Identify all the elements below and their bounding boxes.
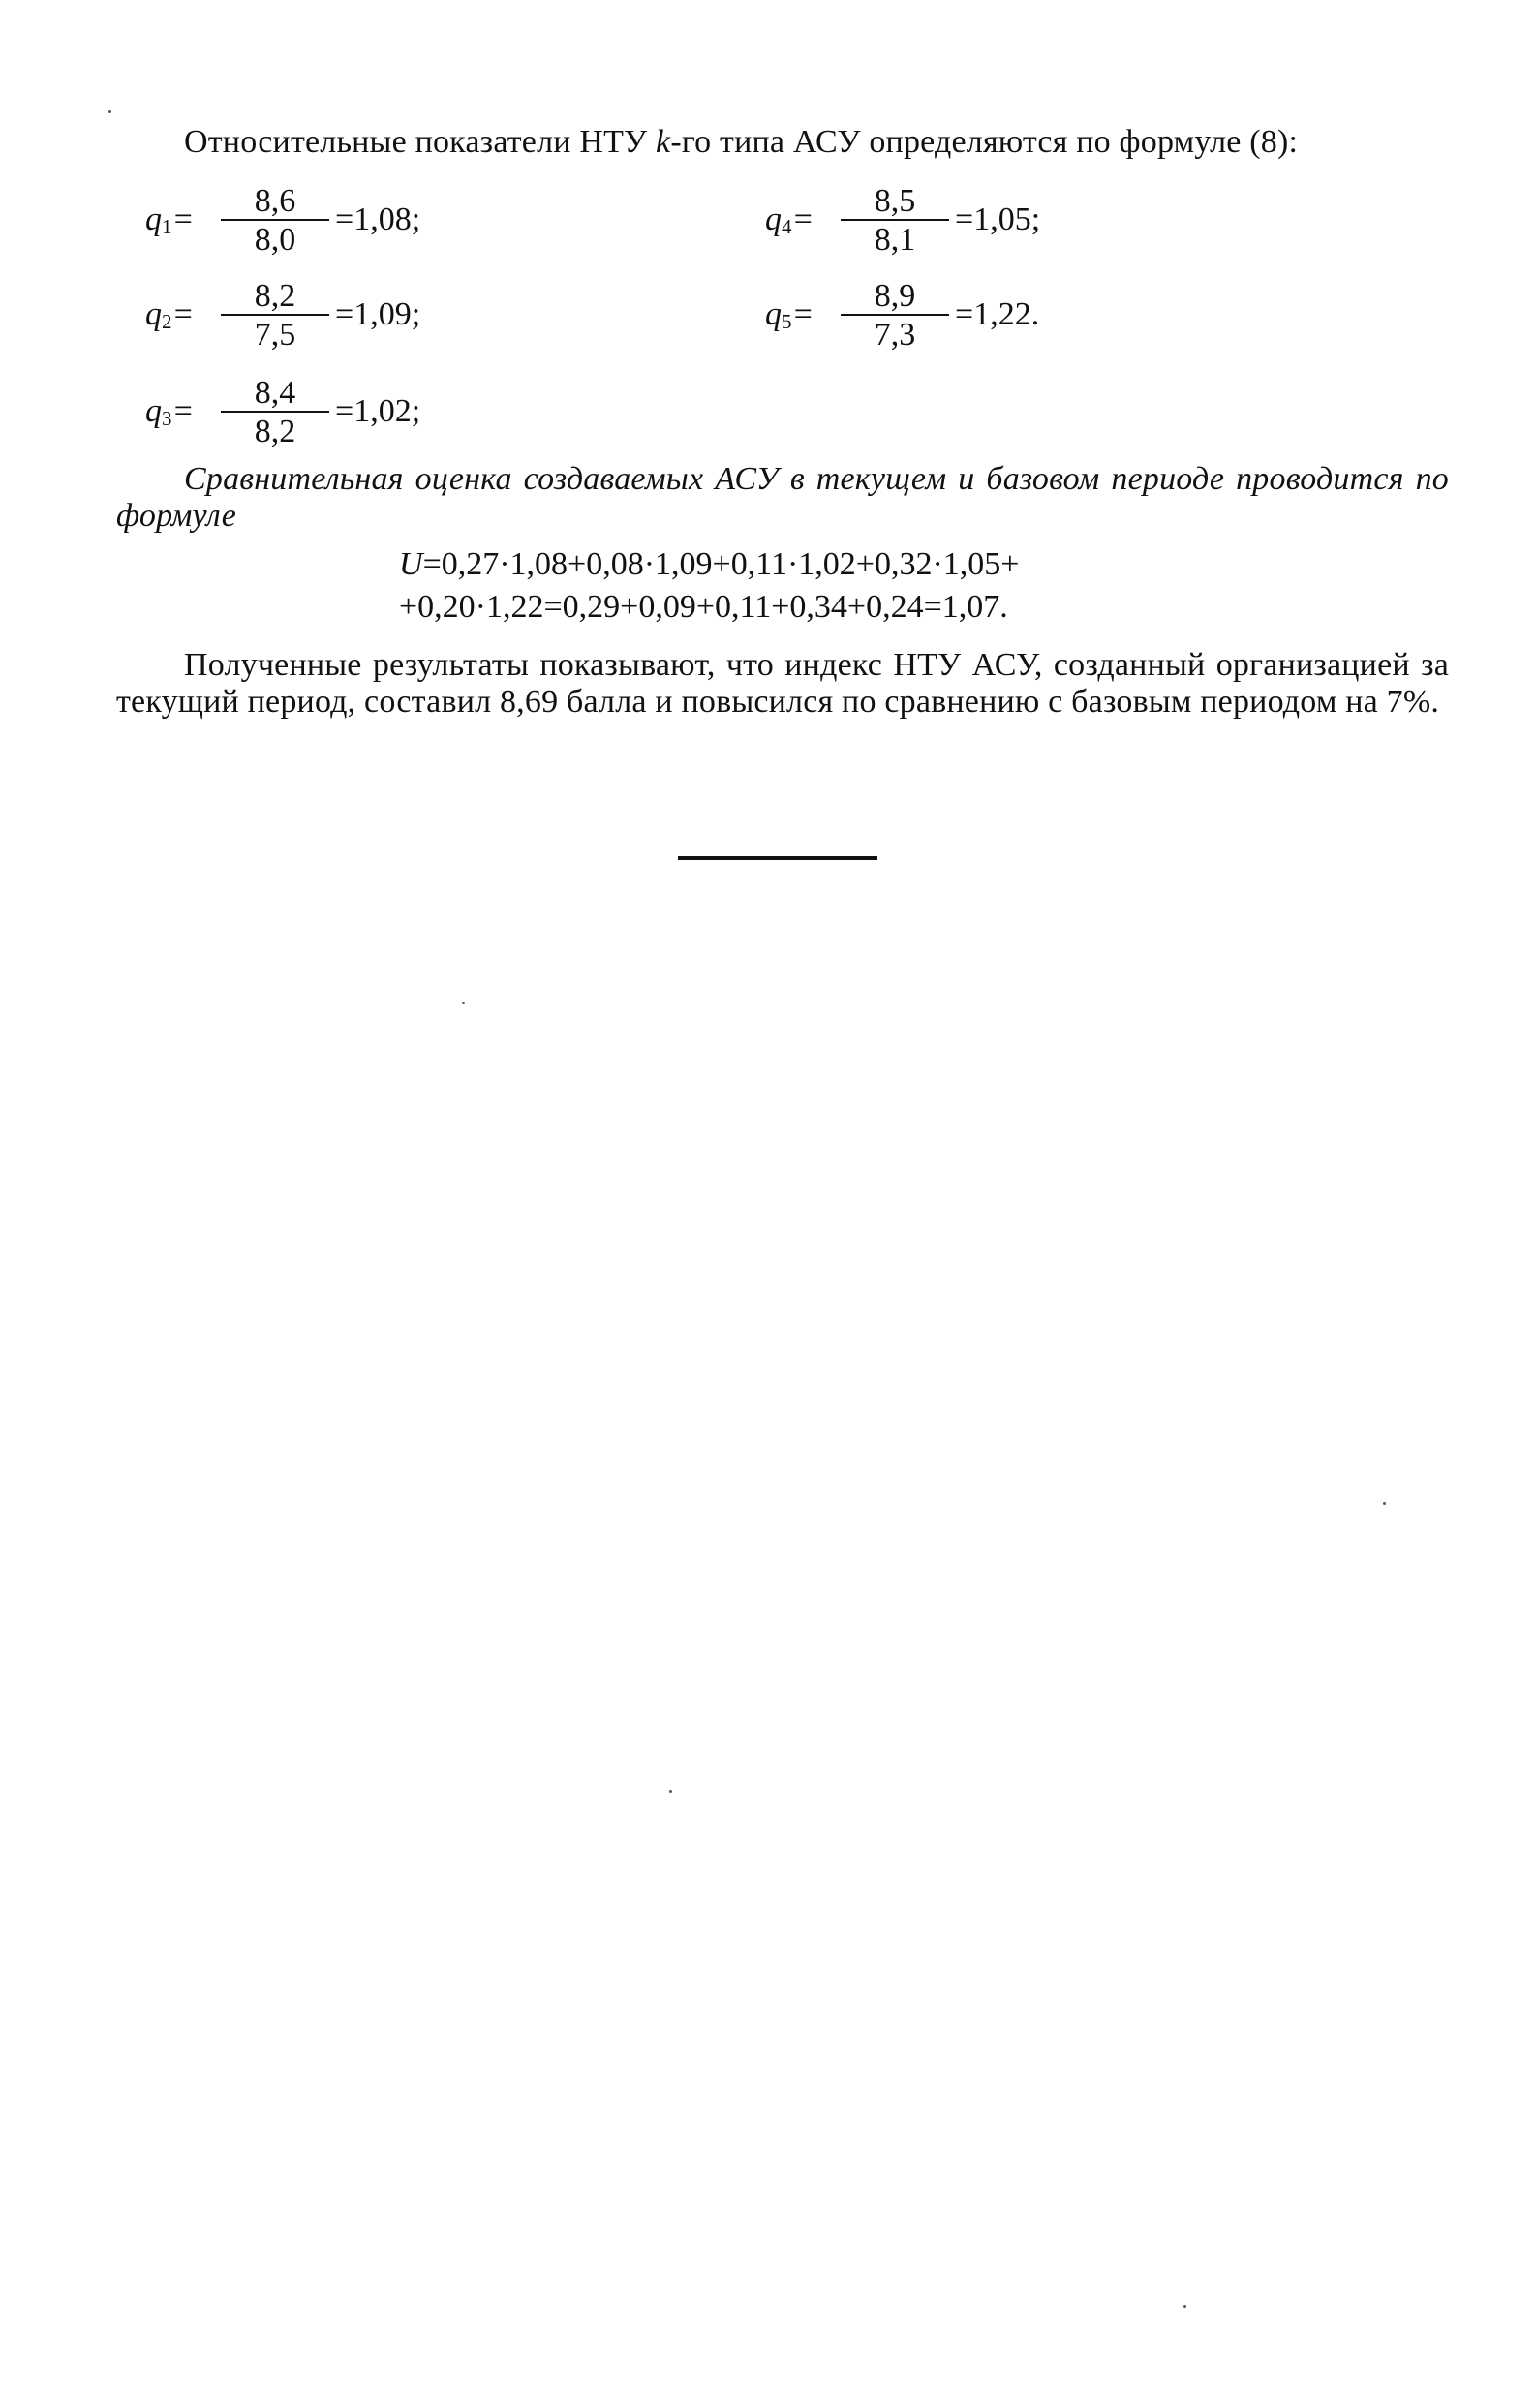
intro-paragraph [116, 124, 1449, 161]
formula-q2-result: 1,09; [353, 296, 421, 332]
section-separator [678, 856, 877, 860]
formula-q1-numerator: 8,6 [254, 183, 296, 219]
scan-speck [1383, 1502, 1386, 1505]
formula-q3-numerator: 8,4 [254, 375, 296, 411]
formula-q3-symbol: q [145, 393, 162, 429]
formula-q5-lhs: $q_5=$ [765, 296, 814, 333]
formula-q1-symbol: q [145, 201, 162, 237]
formula-q2-denominator: 7,5 [254, 317, 296, 353]
formula-q5-result: 1,22. [973, 296, 1040, 332]
equation-line-1-text: =0,27·1,08+0,08·1,09+0,11·1,02+0,32·1,05+ [422, 546, 1020, 582]
formula-q4-subscript: 4 [782, 215, 792, 238]
conclusion-paragraph: Полученные результаты показывают, что индекс НТУ АСУ, созданный организацией за текущий период, составил 8,69 балла и повысился по сравнению с базовым периодом на 7%. [116, 647, 1449, 720]
comparison-paragraph: Сравнительная оценка создаваемых АСУ в текущем и базовом периоде проводится по формуле [116, 461, 1449, 534]
formula-q1-result: 1,08; [353, 201, 421, 237]
scan-speck [1183, 2305, 1186, 2308]
equation-symbol: U [399, 546, 423, 582]
formula-q4-lhs: $q_4=$ [765, 201, 814, 238]
formula-q3-denominator: 8,2 [254, 414, 296, 449]
formula-q5-fraction [841, 279, 949, 351]
equation-line-2: +0,20·1,22=0,29+0,09+0,11+0,34+0,24=1,07. [399, 589, 1008, 625]
formula-q2-lhs: $q_2=$ [145, 296, 195, 333]
formula-q2-subscript: 2 [162, 310, 172, 333]
formula-q3-rhs: =1,02; [335, 393, 421, 429]
scan-speck [462, 1002, 465, 1004]
scan-speck [669, 1790, 672, 1793]
formula-q5-numerator: 8,9 [874, 278, 916, 314]
formula-q5-denominator: 7,3 [874, 317, 916, 353]
formula-q2-symbol: q [145, 296, 162, 332]
formula-q2-rhs: =1,09; [335, 296, 421, 332]
formula-q4-denominator: 8,1 [874, 222, 916, 258]
formula-q2-fraction [221, 279, 329, 351]
formula-q4-rhs: =1,05; [955, 201, 1041, 237]
formula-q4-fraction [841, 184, 949, 256]
formula-q1-rhs: =1,08; [335, 201, 421, 237]
formula-q3-subscript: 3 [162, 407, 172, 430]
formula-q5-symbol: q [765, 296, 782, 332]
intro-text-after-k: -го типа АСУ определяются по формуле (8): [670, 124, 1299, 160]
scan-speck [108, 110, 111, 113]
formula-q1-subscript: 1 [162, 215, 172, 238]
formula-q2-numerator: 8,2 [254, 278, 296, 314]
formula-q1-lhs: $q_1=$ [145, 201, 195, 238]
equation-line-1 [399, 546, 1019, 583]
formula-q3-lhs: $q_3=$ [145, 393, 195, 430]
formula-q1-fraction [221, 184, 329, 256]
formula-q3-fraction [221, 376, 329, 448]
formula-q4-symbol: q [765, 201, 782, 237]
formula-q5-rhs: =1,22. [955, 296, 1040, 332]
formula-q3-result: 1,02; [353, 393, 421, 429]
k-variable: k [656, 124, 671, 160]
formula-q4-result: 1,05; [973, 201, 1041, 237]
formula-q4-numerator: 8,5 [874, 183, 916, 219]
intro-text-before-k: Относительные показатели НТУ [184, 124, 657, 160]
formula-q5-subscript: 5 [782, 310, 792, 333]
formula-q1-denominator: 8,0 [254, 222, 296, 258]
